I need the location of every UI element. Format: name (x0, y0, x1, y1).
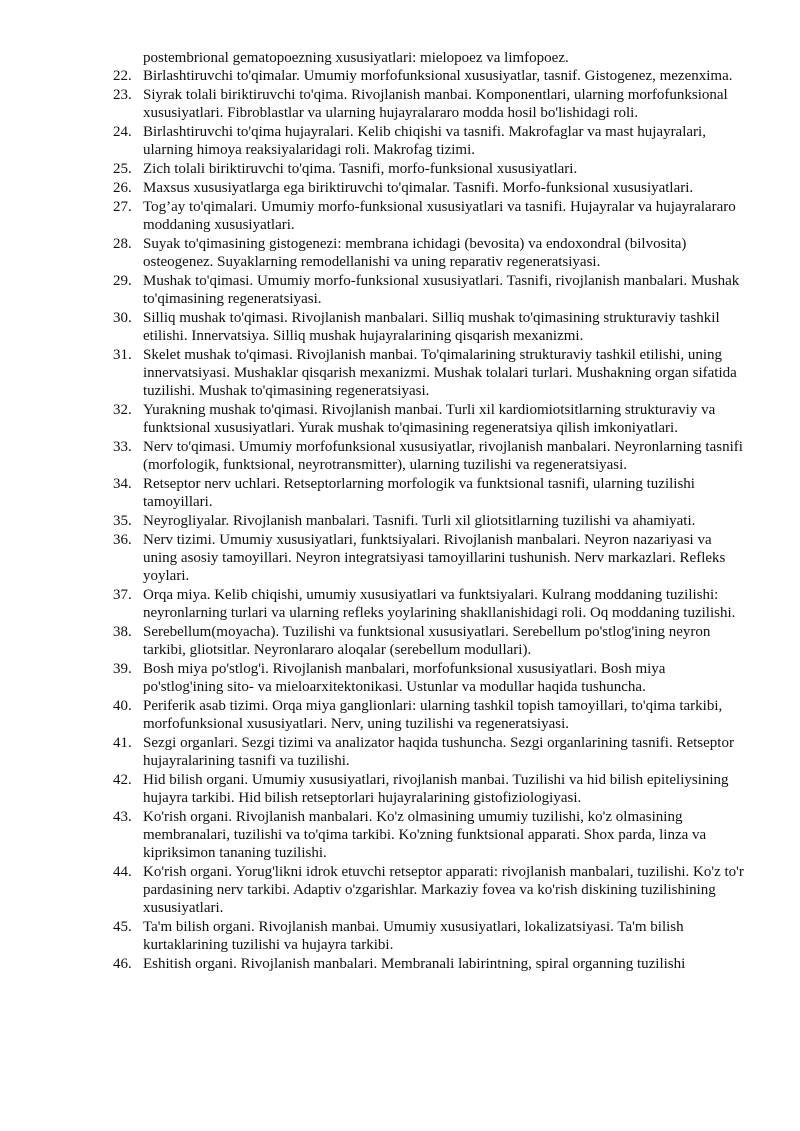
list-item-number: 39. (113, 661, 132, 677)
list-item (0, 86, 800, 122)
list-item-number: 32. (113, 402, 132, 418)
list-item-number: 27. (113, 199, 132, 215)
list-item-number: 34. (113, 476, 132, 492)
list-item-text: Hid bilish organi. Umumiy xususiyatlari, rivojlanish manbai. Tuzilishi va hid bilish epiteliysining hujayra tarkibi. Hid bilish retseptorlari hujayralarining gistofiziologiyasi. (143, 772, 729, 806)
list-item-number: 24. (113, 124, 132, 140)
list-item-number: 38. (113, 624, 132, 640)
list-item-text: Zich tolali biriktiruvchi to'qima. Tasnifi, morfo-funksional xususiyatlari. (143, 161, 578, 177)
list-item-number: 26. (113, 180, 132, 196)
list-item-number: 40. (113, 698, 132, 714)
list-item-text: Sezgi organlari. Sezgi tizimi va analizator haqida tushuncha. Sezgi organlarining tasnifi. Retseptor hujayralarining tasnifi va tuzilishi. (143, 735, 734, 769)
list-item (0, 660, 800, 696)
list-item (0, 160, 800, 178)
list-item-text: Ko'rish organi. Rivojlanish manbalari. Ko'z olmasining umumiy tuzilishi, ko'z olmasining membranalari, tuzilishi va to'qima tarkibi. Ko'zning funktsional apparati. Shox parda, linza va kipriksimon tananing tuzilishi. (143, 809, 707, 861)
continuation-line: postembrional gematopoezning xususiyatlari: mielopoez va limfopoez. (143, 50, 569, 66)
list-item-text: Ta'm bilish organi. Rivojlanish manbai. Umumiy xususiyatlari, lokalizatsiyasi. Ta'm bilish kurtaklarining tuzilishi va hujayra tarkibi. (143, 919, 684, 953)
list-item (0, 309, 800, 345)
list-item-text: Bosh miya po'stlog'i. Rivojlanish manbalari, morfofunksional xususiyatlari. Bosh miya po'stlog'ining sito- va mieloarxitektonikasi. Ustunlar va modullar haqida tushuncha. (143, 661, 666, 695)
list-item-number: 36. (113, 532, 132, 548)
list-item-number: 23. (113, 87, 132, 103)
list-item (0, 771, 800, 807)
list-item-number: 41. (113, 735, 132, 751)
list-item (0, 438, 800, 474)
list-item-text: Periferik asab tizimi. Orqa miya ganglionlari: ularning tashkil topish tamoyillari, to'qima tarkibi, morfofunksional xususiyatlari. Nerv, uning tuzilishi va regeneratsiyasi. (143, 698, 723, 732)
list-item (0, 697, 800, 733)
list-item-text: Serebellum(moyacha). Tuzilishi va funktsional xususiyatlari. Serebellum po'stlog'ining neyron tarkibi, gliotsitlar. Neyronlararo aloqalar (serebellum modullari). (143, 624, 711, 658)
list-item-number: 30. (113, 310, 132, 326)
list-item (0, 123, 800, 159)
list-item-text: Birlashtiruvchi to'qimalar. Umumiy morfofunksional xususiyatlar, tasnif. Gistogenez, mezenxima. (143, 68, 733, 84)
list-item (0, 734, 800, 770)
list-item (0, 531, 800, 585)
list-item (0, 863, 800, 917)
numbered-list (0, 67, 800, 974)
list-item-text: Mushak to'qimasi. Umumiy morfo-funksional xususiyatlari. Tasnifi, rivojlanish manbalari. Mushak to'qimasining regeneratsiyasi. (143, 273, 740, 307)
list-item-text: Yurakning mushak to'qimasi. Rivojlanish manbai. Turli xil kardiomiotsitlarning strukturaviy va funktsional xususiyatlari. Yurak mushak to'qimasining regeneratsiya qilish imkoniyatlari. (143, 402, 716, 436)
list-item (0, 272, 800, 308)
list-item-number: 29. (113, 273, 132, 289)
list-item-number: 44. (113, 864, 132, 880)
list-item-number: 35. (113, 513, 132, 529)
list-item-number: 31. (113, 347, 132, 363)
list-item (0, 808, 800, 862)
list-item-text: Orqa miya. Kelib chiqishi, umumiy xususiyatlari va funktsiyalari. Kulrang moddaning tuzilishi: neyronlarning turlari va ularning refleks yoylarining shakllanishidagi roli. Oq moddaning tuzilishi. (143, 587, 736, 621)
list-item (0, 179, 800, 197)
list-item-text: Retseptor nerv uchlari. Retseptorlarning morfologik va funktsional tasnifi, ularning tuzilishi tamoyillari. (143, 476, 695, 510)
list-item (0, 586, 800, 622)
list-item (0, 346, 800, 400)
list-item (0, 235, 800, 271)
list-item-number: 33. (113, 439, 132, 455)
list-item-text: Eshitish organi. Rivojlanish manbalari. Membranali labirintning, spiral organning tuzilishi (143, 956, 686, 972)
list-item-number: 25. (113, 161, 132, 177)
list-item-text: Nerv to'qimasi. Umumiy morfofunksional xususiyatlar, rivojlanish manbalari. Neyronlarning tasnifi (morfologik, funktsional, neyrotransmitter), ularning tuzilishi va regeneratsiyasi. (143, 439, 743, 473)
list-item (0, 918, 800, 954)
list-item-number: 46. (113, 956, 132, 972)
list-item (0, 67, 800, 85)
list-item-text: Siyrak tolali biriktiruvchi to'qima. Rivojlanish manbai. Komponentlari, ularning morfofunksional xususiyatlari. Fibroblastlar va ularning hujayralararo modda hosil bo'lishidagi roli. (143, 87, 728, 121)
list-item-text: Ko'rish organi. Yorug'likni idrok etuvchi retseptor apparati: rivojlanish manbalari, tuzilishi. Ko'z to'r pardasining nerv tarkibi. Adaptiv o'zgarishlar. Markaziy fovea va ko'rish diskining tuzilishining xususiyatlari. (143, 864, 744, 916)
list-item (0, 475, 800, 511)
list-item-text: Neyrogliyalar. Rivojlanish manbalari. Tasnifi. Turli xil gliotsitlarning tuzilishi va ahamiyati. (143, 513, 696, 529)
list-item-number: 42. (113, 772, 132, 788)
list-item-text: Nerv tizimi. Umumiy xususiyatlari, funktsiyalari. Rivojlanish manbalari. Neyron nazariyasi va uning asosiy tamoyillari. Neyron integratsiyasi tamoyillarini tushunish. Nerv markazlari. Refleks yoylari. (143, 532, 726, 584)
list-item-number: 45. (113, 919, 132, 935)
list-item-number: 43. (113, 809, 132, 825)
list-item-number: 28. (113, 236, 132, 252)
list-item (0, 623, 800, 659)
list-item (0, 198, 800, 234)
list-item-text: Maxsus xususiyatlarga ega biriktiruvchi to'qimalar. Tasnifi. Morfo-funksional xususiyatlari. (143, 180, 694, 196)
list-item (0, 401, 800, 437)
list-item (0, 955, 800, 973)
list-item-text: Tog’ay to'qimalari. Umumiy morfo-funksional xususiyatlari va tasnifi. Hujayralar va hujayralararo moddaning xususiyatlari. (143, 199, 736, 233)
list-item-text: Silliq mushak to'qimasi. Rivojlanish manbalari. Silliq mushak to'qimasining strukturaviy tashkil etilishi. Innervatsiya. Silliq mushak hujayralarining qisqarish mexanizmi. (143, 310, 720, 344)
list-item (0, 512, 800, 530)
list-item-text: Birlashtiruvchi to'qima hujayralari. Kelib chiqishi va tasnifi. Makrofaglar va mast hujayralari, ularning himoya reaksiyalaridagi roli. Makrofag tizimi. (143, 124, 706, 158)
list-item-number: 22. (113, 68, 132, 84)
list-item-text: Suyak to'qimasining gistogenezi: membrana ichidagi (bevosita) va endoxondral (bilvosita) osteogenez. Suyaklarning remodellanishi va uning reparativ regeneratsiyasi. (143, 236, 687, 270)
list-item-text: Skelet mushak to'qimasi. Rivojlanish manbai. To'qimalarining strukturaviy tashkil etilishi, uning innervatsiyasi. Mushaklar qisqarish mexanizmi. Mushak tolalari turlari. Mushakning organ sifatida tuzilishi. Mushak to'qimasining regeneratsiyasi. (143, 347, 737, 399)
list-item-number: 37. (113, 587, 132, 603)
